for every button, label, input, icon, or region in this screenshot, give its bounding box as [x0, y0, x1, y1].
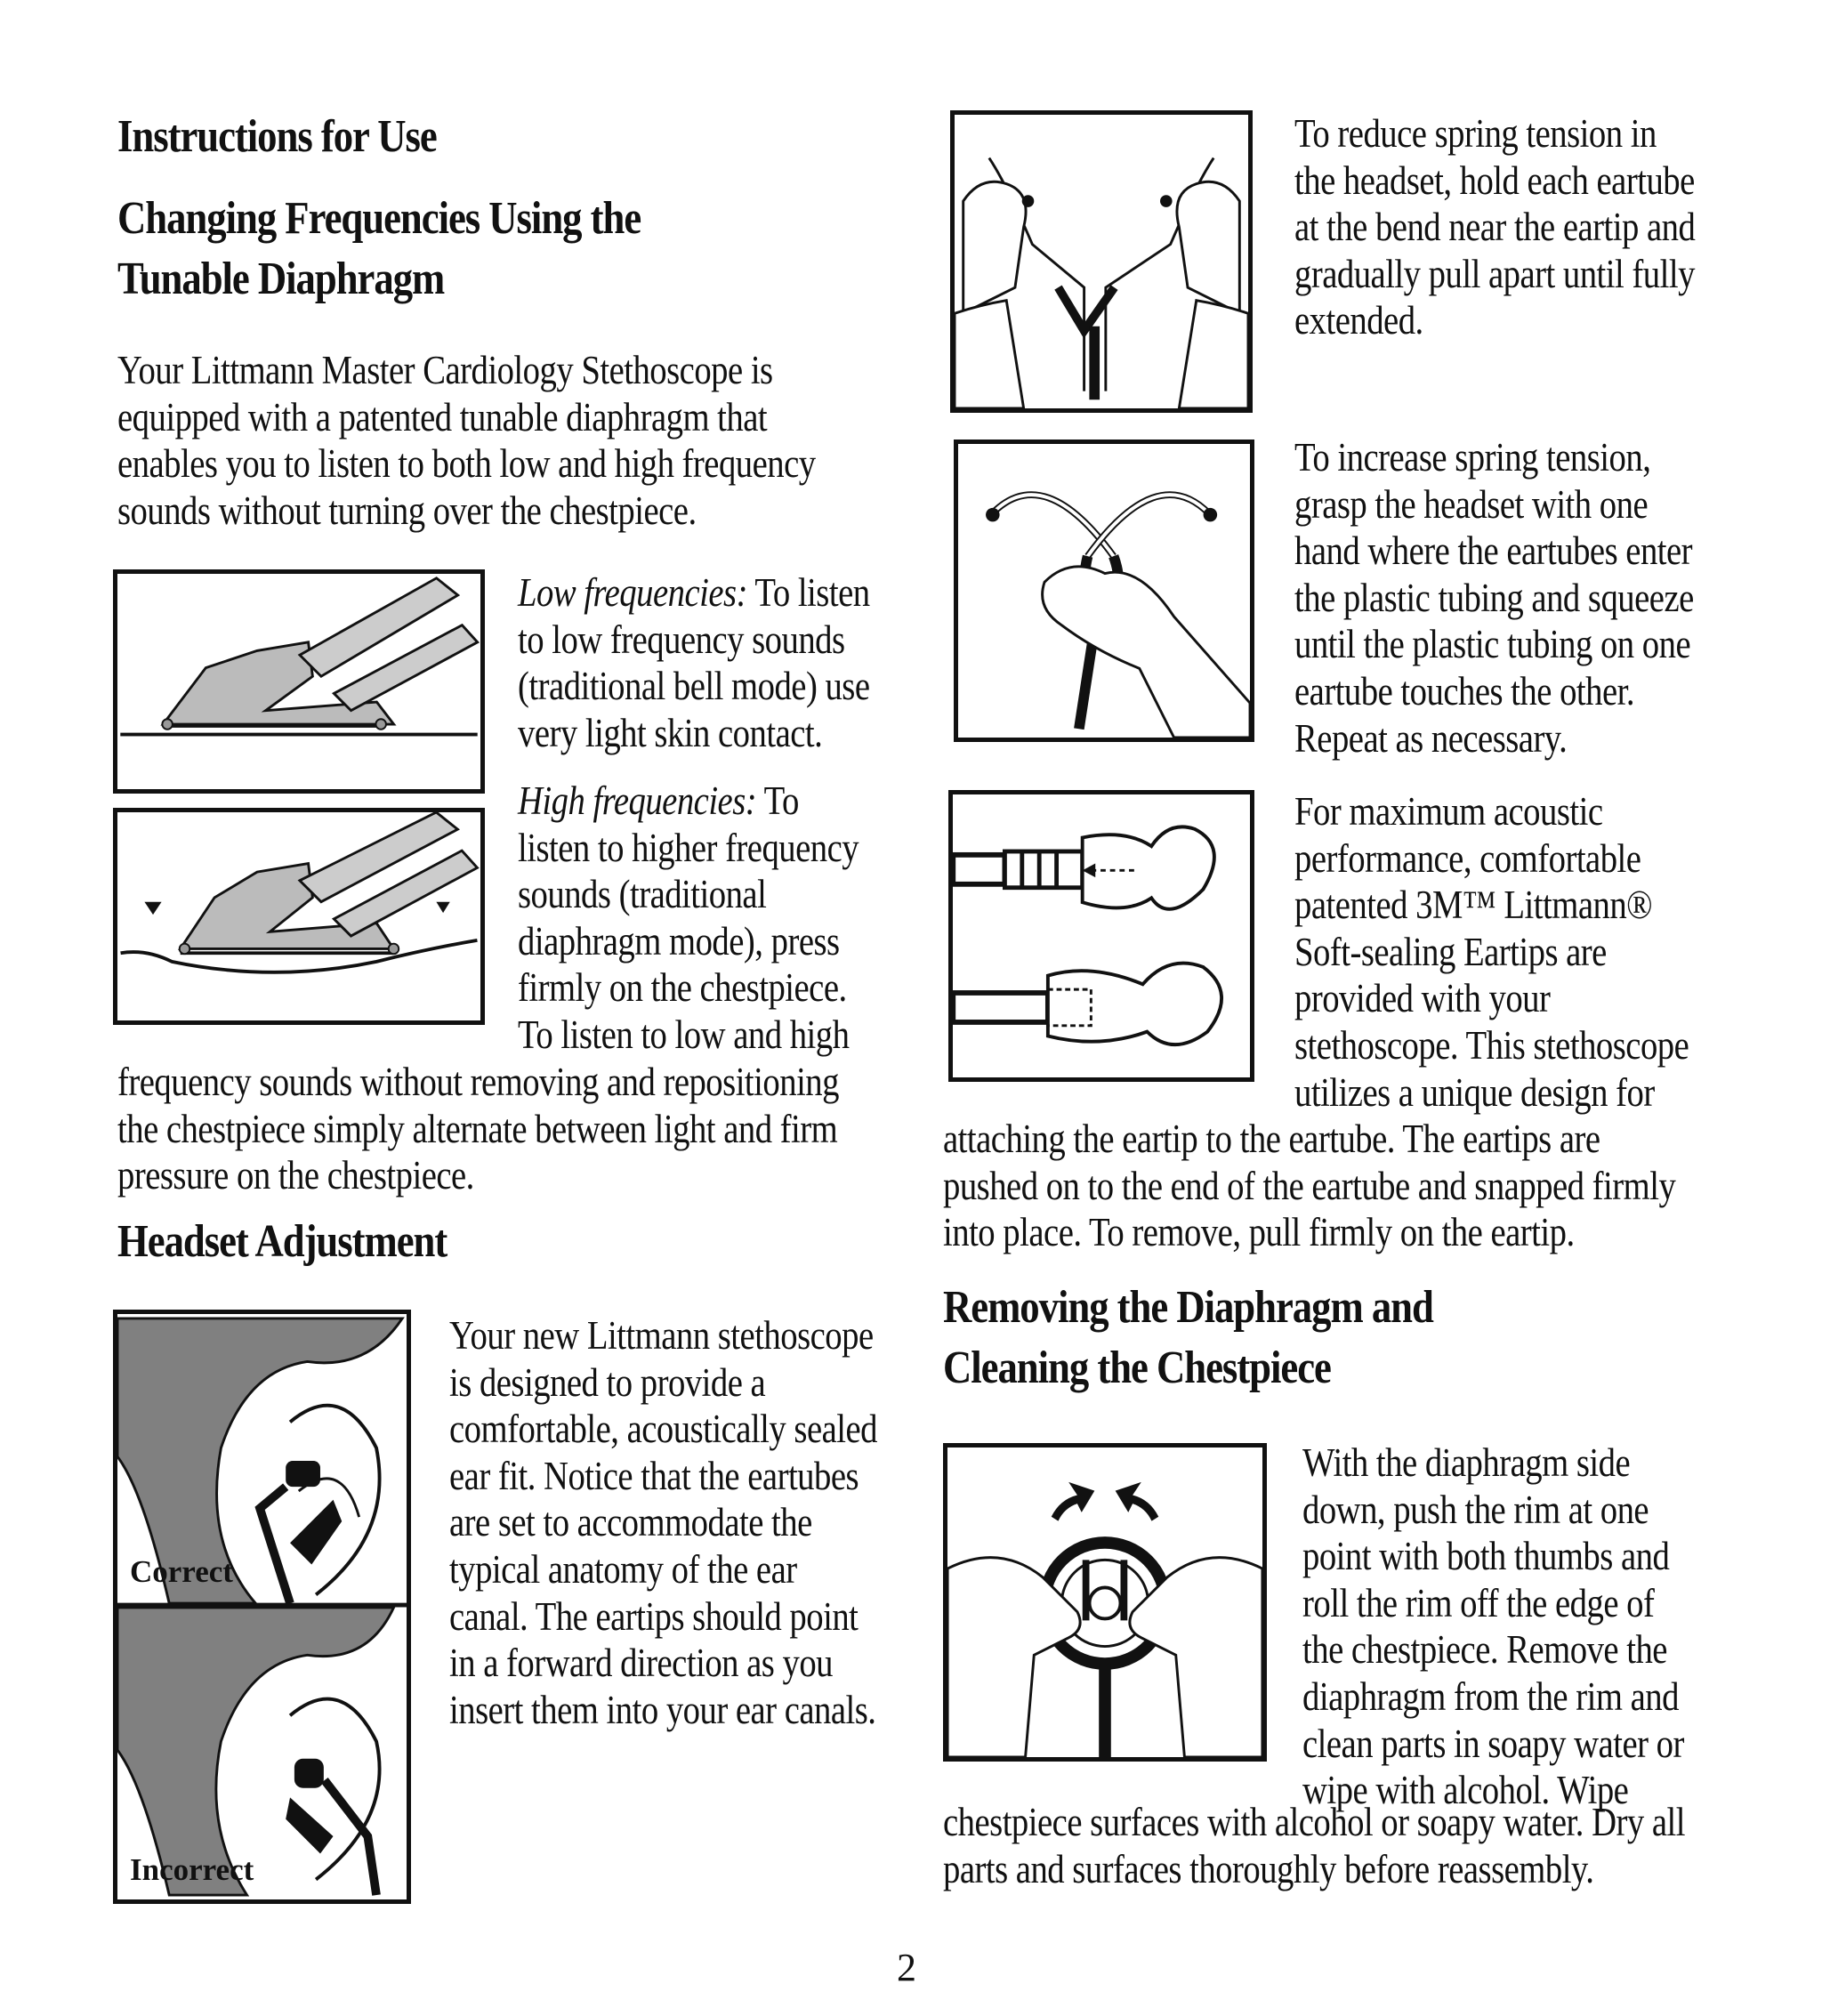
text-line: the chestpiece. Remove the — [1302, 1627, 1667, 1673]
section-heading-removing-diaphragm — [943, 1278, 1433, 1399]
low-frequency-text — [518, 569, 870, 756]
text-line: provided with your — [1294, 976, 1551, 1021]
text-line: point with both thumbs and — [1302, 1534, 1670, 1579]
removing-tail-paragraph — [943, 1799, 1685, 1892]
text-line: Your Littmann Master Cardiology Stethoscope is — [117, 348, 773, 392]
text-line: parts and surfaces thoroughly before reassembly. — [943, 1846, 1594, 1891]
headset-adjustment-text — [449, 1312, 877, 1733]
text-line: very light skin contact. — [518, 710, 823, 755]
text-line: patented 3M™ Littmann® — [1294, 883, 1653, 928]
text-line: extended. — [1294, 298, 1423, 343]
text-line: to low frequency sounds — [518, 617, 845, 662]
heading-line: Tunable Diaphragm — [117, 254, 445, 304]
text-line: grasp the headset with one — [1294, 481, 1649, 527]
text-line: the chestpiece simply alternate between light and firm — [117, 1106, 838, 1151]
text-line: comfortable, acoustically sealed — [449, 1407, 877, 1452]
hand-squeezing-headset-icon — [958, 444, 1250, 738]
text-line: diaphragm from the rim and — [1302, 1673, 1679, 1719]
frequency-tail-paragraph — [117, 1059, 839, 1199]
text-line: To reduce spring tension in — [1294, 111, 1657, 156]
increase-tension-text — [1294, 434, 1694, 762]
text-line: listen to higher frequency — [518, 825, 859, 870]
text-line: firmly on the chestpiece. — [518, 965, 847, 1011]
eartip-illustration — [948, 790, 1254, 1082]
text-line: equipped with a patented tunable diaphragm that — [117, 394, 768, 439]
removing-diaphragm-illustration — [943, 1443, 1267, 1762]
ear-canal-icon — [117, 1314, 407, 1899]
low-frequency-illustration — [113, 569, 485, 794]
text-line: chestpiece surfaces with alcohol or soapy water. Dry all — [943, 1800, 1686, 1844]
thumbs-rolling-rim-icon — [947, 1447, 1262, 1757]
text-line: frequency sounds without removing and repositioning — [117, 1060, 839, 1104]
text-line: With the diaphragm side — [1302, 1440, 1631, 1485]
text-line: performance, comfortable — [1294, 835, 1641, 881]
text-line: enables you to listen to both low and high frequency — [117, 441, 816, 487]
text-line: eartube touches the other. — [1294, 668, 1635, 714]
eartips-text — [1294, 788, 1689, 1116]
high-frequency-illustration — [113, 808, 485, 1025]
low-frequency-label: Low frequencies: — [518, 570, 747, 615]
text-line: Soft-sealing Eartips are — [1294, 929, 1607, 974]
text-fragment: To — [756, 778, 799, 823]
heading-line: Changing Frequencies Using the — [117, 193, 641, 244]
ear-fit-illustration — [113, 1310, 411, 1904]
section-heading-changing-frequencies — [117, 189, 641, 310]
text-line: clean parts in soapy water or — [1302, 1721, 1684, 1766]
page-title: Instructions for Use — [117, 111, 437, 162]
text-line: is designed to provide a — [449, 1359, 766, 1405]
text-line: typical anatomy of the ear — [449, 1546, 797, 1592]
text-line: until the plastic tubing on one — [1294, 622, 1691, 667]
heading-line: Removing the Diaphragm and — [943, 1282, 1433, 1333]
text-line: are set to accommodate the — [449, 1500, 812, 1545]
eartip-attachment-icon — [953, 794, 1250, 1077]
text-line: attaching the eartip to the eartube. The eartips are — [943, 1117, 1600, 1161]
high-frequency-label: High frequencies: — [518, 778, 757, 823]
text-line: at the bend near the eartip and — [1294, 205, 1696, 250]
text-line: canal. The eartips should point — [449, 1593, 859, 1639]
text-line: the plastic tubing and squeeze — [1294, 575, 1694, 620]
removing-diaphragm-text — [1302, 1439, 1684, 1814]
text-line: pressure on the chestpiece. — [117, 1153, 474, 1198]
text-line: insert them into your ear canals. — [449, 1687, 876, 1732]
high-frequency-text — [518, 778, 859, 1059]
section-intro-paragraph — [117, 347, 816, 534]
text-line: the headset, hold each eartube — [1294, 157, 1695, 203]
text-line: stethoscope. This stethoscope — [1294, 1022, 1689, 1068]
text-line: utilizes a unique design for — [1294, 1069, 1655, 1115]
text-line: gradually pull apart until fully — [1294, 251, 1695, 296]
chestpiece-light-contact-icon — [117, 574, 480, 789]
text-line: pushed on to the end of the eartube and snapped firmly — [943, 1163, 1676, 1208]
text-line: into place. To remove, pull firmly on the eartip. — [943, 1210, 1575, 1255]
text-line: For maximum acoustic — [1294, 789, 1603, 834]
text-line: down, push the rim at one — [1302, 1487, 1649, 1532]
text-line: in a forward direction as you — [449, 1641, 834, 1686]
text-line — [518, 569, 870, 617]
text-line: hand where the eartubes enter — [1294, 528, 1693, 574]
text-line: sounds without turning over the chestpiece. — [117, 488, 697, 533]
text-fragment: To listen — [746, 570, 870, 615]
eartips-tail-paragraph — [943, 1116, 1675, 1256]
text-line: To increase spring tension, — [1294, 435, 1651, 480]
text-line: sounds (traditional — [518, 872, 767, 917]
text-line: diaphragm mode), press — [518, 918, 840, 964]
chestpiece-firm-pressure-icon — [117, 812, 480, 1020]
page-number: 2 — [897, 1946, 916, 1989]
text-line: Repeat as necessary. — [1294, 715, 1568, 761]
text-line: To listen to low and high — [518, 1012, 850, 1057]
heading-line: Cleaning the Chestpiece — [943, 1343, 1331, 1393]
text-line: Your new Littmann stethoscope — [449, 1313, 874, 1358]
incorrect-label: Incorrect — [130, 1852, 254, 1887]
text-line — [518, 778, 859, 825]
text-line: (traditional bell mode) use — [518, 664, 870, 709]
text-line: ear fit. Notice that the eartubes — [449, 1453, 859, 1498]
increase-tension-illustration — [954, 439, 1254, 742]
correct-label: Correct — [130, 1554, 233, 1589]
reduce-tension-illustration — [950, 110, 1253, 413]
hands-pulling-headset-icon — [955, 115, 1248, 408]
reduce-tension-text — [1294, 110, 1695, 344]
text-line: wipe with alcohol. Wipe — [1302, 1768, 1629, 1813]
section-heading-headset-adjustment: Headset Adjustment — [117, 1216, 447, 1267]
text-line: roll the rim off the edge of — [1302, 1580, 1655, 1625]
